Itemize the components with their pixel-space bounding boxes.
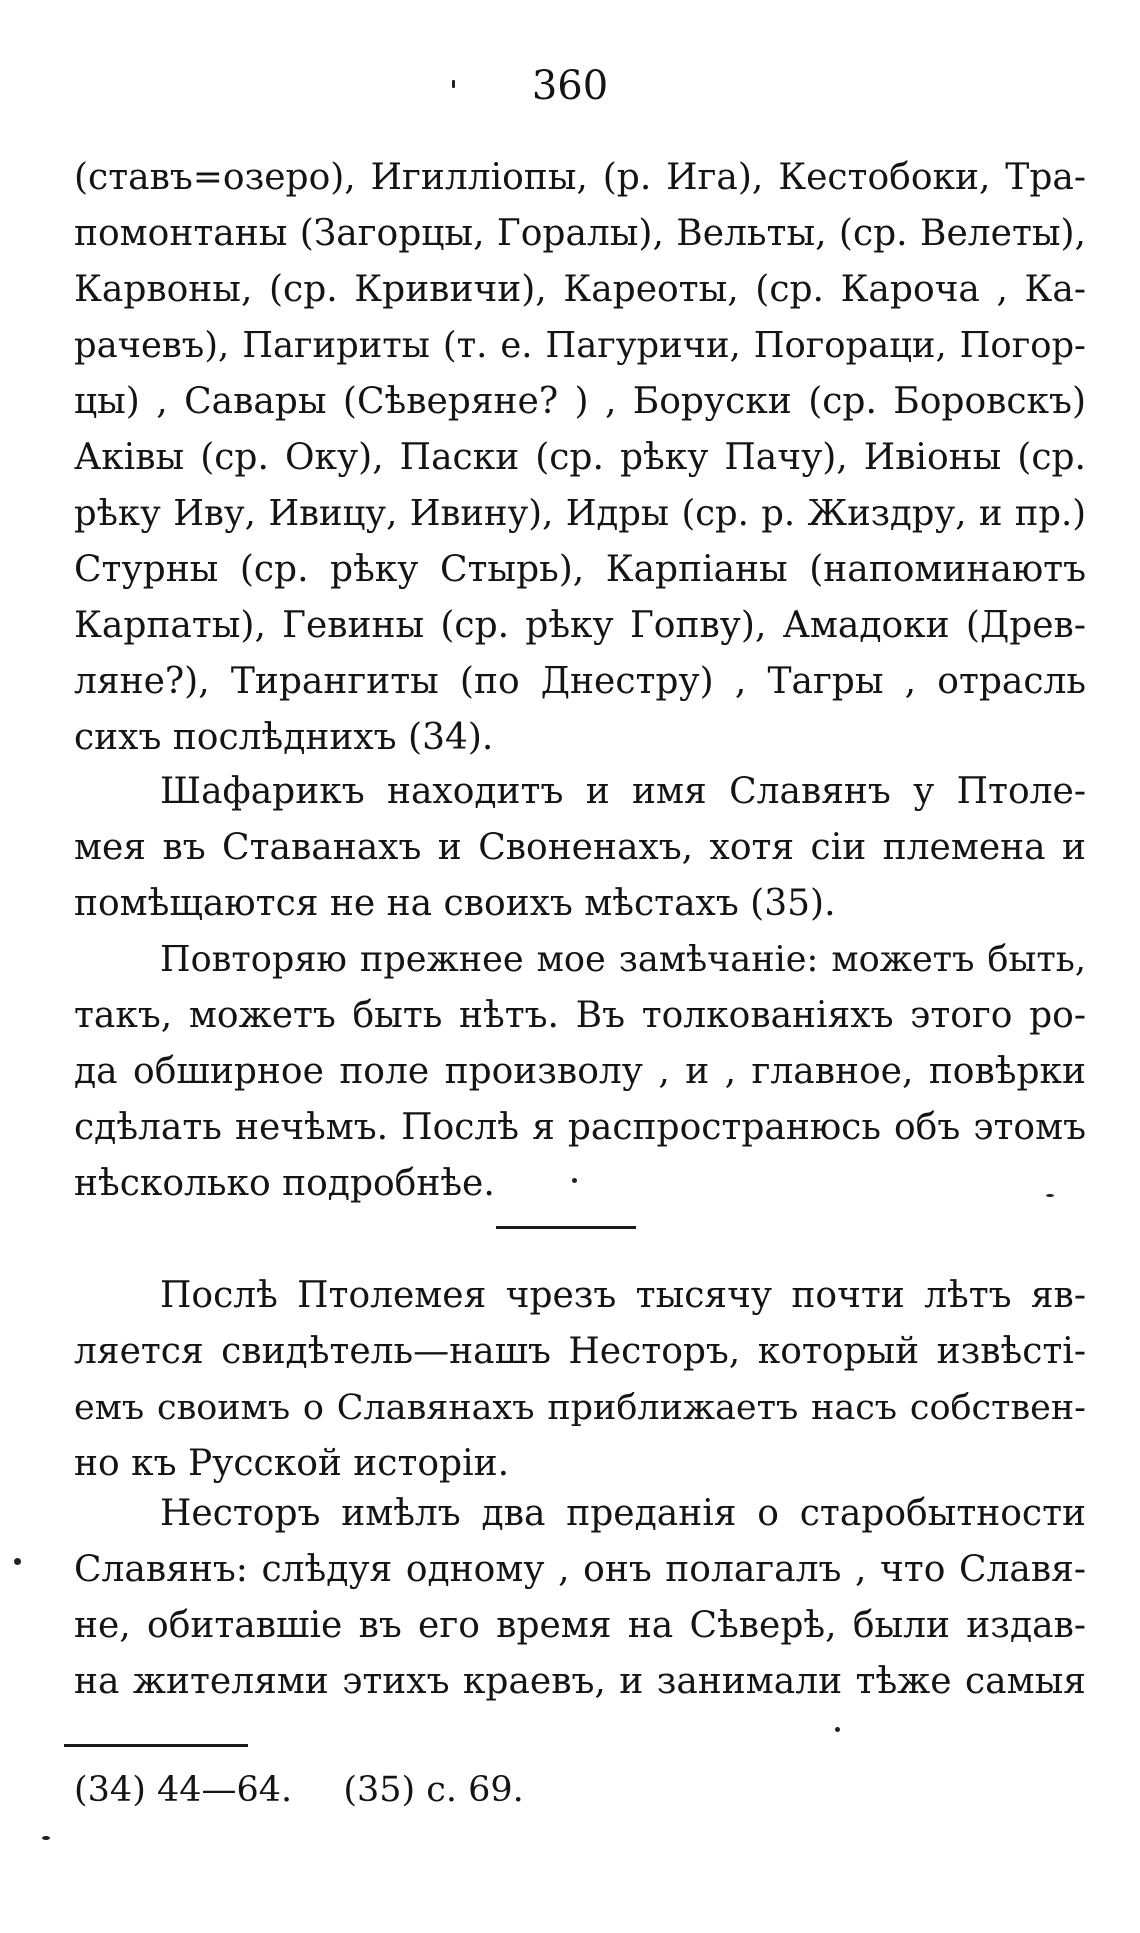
paragraph-shafarik bbox=[74, 764, 1086, 932]
footnote-35: (35) с. 69. bbox=[343, 1770, 524, 1810]
text-line: такъ, можетъ быть нѣтъ. Въ толкованiяхъ этого ро- bbox=[74, 995, 1086, 1036]
footnotes bbox=[74, 1766, 524, 1814]
text-line: Послѣ Птолемея чрезъ тысячу почти лѣтъ яв- bbox=[160, 1275, 1086, 1316]
print-speck bbox=[42, 1836, 50, 1840]
text-line: цы) , Савары (Сѣверяне? ) , Боруски (ср. Боровскъ) bbox=[74, 381, 1086, 422]
text-line: помѣщаются не на своихъ мѣстахъ (35). bbox=[74, 883, 836, 924]
text-line: рачевъ), Пагириты (т. е. Пагуричи, Погораци, Погор- bbox=[74, 325, 1086, 366]
text-line: да обширное поле произволу , и , главное, повѣрки bbox=[74, 1051, 1086, 1092]
text-line: Несторъ имѣлъ два преданiя о старобытности bbox=[160, 1493, 1086, 1534]
text-line: ляне?), Тирангиты (по Днестру) , Тагры , отрасль bbox=[74, 661, 1086, 702]
text-line: сдѣлать нечѣмъ. Послѣ я распространюсь объ этомъ bbox=[74, 1107, 1086, 1148]
text-line: емъ своимъ о Славянахъ приближаетъ насъ собствен- bbox=[74, 1388, 1086, 1428]
paragraph-tribes-list bbox=[74, 150, 1086, 766]
text-line: не, обитавшiе въ его время на Сѣверѣ, были издав- bbox=[74, 1605, 1086, 1646]
section-divider bbox=[496, 1226, 636, 1229]
print-speck bbox=[14, 1558, 21, 1565]
text-line: но къ Русской исторiи. bbox=[74, 1443, 510, 1484]
print-speck bbox=[572, 1178, 577, 1183]
text-line: Карвоны, (ср. Кривичи), Кареоты, (ср. Кароча , Ка- bbox=[74, 269, 1086, 310]
text-line: Акiвы (ср. Оку), Паски (ср. рѣку Пачу), Ивiоны (ср. bbox=[74, 437, 1086, 478]
page-number: 360 bbox=[531, 63, 609, 109]
print-speck bbox=[452, 80, 455, 88]
text-line: Повторяю прежнее мое замѣчанiе: можетъ быть, bbox=[160, 939, 1086, 980]
text-line: мея въ Ставанахъ и Своненахъ, хотя сiи племена и bbox=[74, 827, 1086, 868]
text-line: нѣсколько подробнѣе. bbox=[74, 1163, 495, 1204]
text-line: Стурны (ср. рѣку Стырь), Карпiаны (напоминаютъ bbox=[74, 549, 1086, 590]
text-line: (ставъ=озеро), Игиллiопы, (р. Ига), Кестобоки, Тра- bbox=[74, 157, 1086, 198]
paragraph-nestor-witness bbox=[74, 1268, 1086, 1492]
text-line: ляется свидѣтель—нашъ Несторъ, который извѣстi- bbox=[74, 1331, 1086, 1372]
text-line: рѣку Иву, Ивицу, Ивину), Идры (ср. р. Жиздру, и пр.) bbox=[74, 493, 1086, 534]
paragraph-nestor-traditions bbox=[74, 1486, 1086, 1710]
text-line: на жителями этихъ краевъ, и занимали тѣже самыя bbox=[74, 1661, 1086, 1702]
text-line: Карпаты), Гевины (ср. рѣку Гопву), Амадоки (Древ- bbox=[74, 605, 1086, 646]
text-line: Шафарикъ находитъ и имя Славянъ у Птоле- bbox=[160, 771, 1086, 812]
footnote-34: (34) 44—64. bbox=[74, 1770, 293, 1810]
paragraph-remark bbox=[74, 932, 1086, 1212]
print-speck bbox=[1046, 1194, 1054, 1197]
text-line: Славянъ: слѣдуя одному , онъ полагалъ , что Славя- bbox=[74, 1549, 1086, 1590]
text-line: помонтаны (Загорцы, Горалы), Вельты, (ср. Велеты), bbox=[74, 213, 1086, 254]
text-line: сихъ послѣднихъ (34). bbox=[74, 717, 494, 758]
print-speck bbox=[835, 1727, 840, 1732]
footnote-divider bbox=[64, 1744, 248, 1747]
